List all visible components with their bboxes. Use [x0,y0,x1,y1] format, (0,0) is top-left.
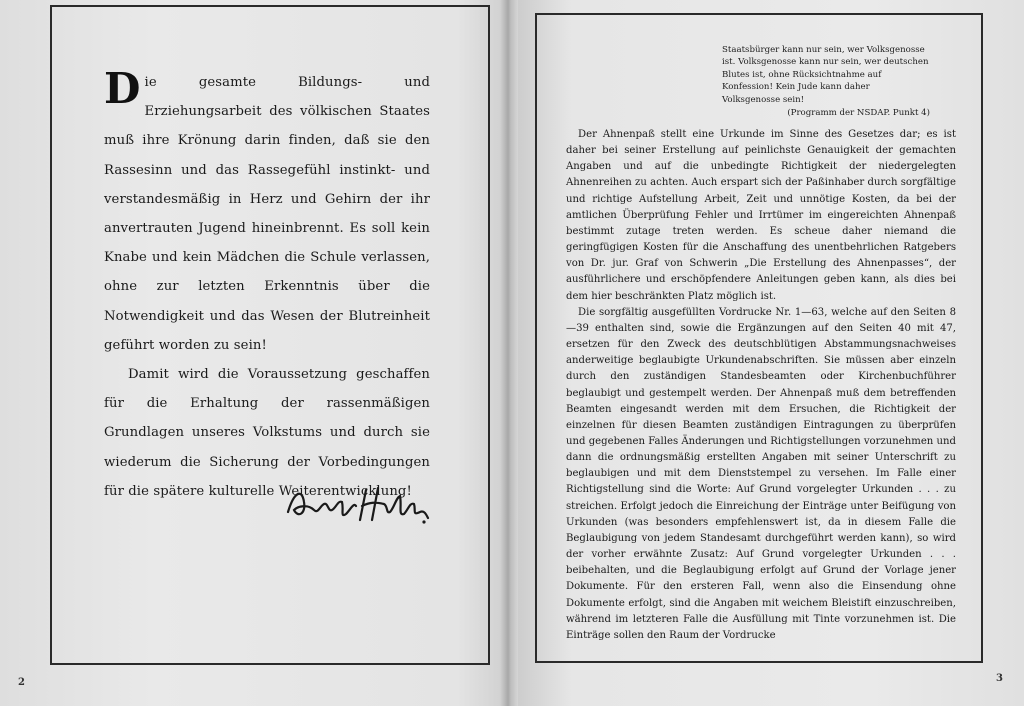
ahnenpass-paragraph-2: Die sorgfältig ausgefüllten Vordrucke Nr. 1—63, welche auf den Seiten 8—39 enthalten sind, sowie die Ergänzungen auf den Seiten 40 mit 47, ersetzen für den Zweck des deutschblütigen Abstammungsnachweises anderweitige beglaubigte Urkundenabschriften. Sie müssen aber einzeln durch den zuständigen Standesbeamten oder Kirchenbuchführer beglaubigt und gestempelt werden. Der Ahnenpaß muß dem betreffenden Beamten eingesandt werden mit dem Ersuchen, die Richtigkeit der einzelnen für diesen Beamten zuständigen Eintragungen zu überprüfen und gegebenen Falles Änderungen und Richtigstellungen vorzunehmen und dann die ordnungsmäßig erstellten Angaben mit seiner Unterschrift zu beglaubigen und mit dem Dienststempel zu versehen. Im Falle einer Richtigstellung sind die Worte: Auf Grund vorgelegter Urkunden . . . zu streichen. Erfolgt jedoch die Einreichung der Einträge unter Beifügung von Urkunden (was besonders empfehlenswert ist, da in diesem Falle die Beglaubigung von jedem Standesamt durchgeführt werden kann), so wird der vorher erwähnte Zusatz: Auf Grund vorgelegter Urkunden . . . beibehalten, und die Beglaubigung erfolgt auf Grund der Vorlage jener Dokumente. Für den ersteren Fall, wenn also die Einsendung ohne Dokumente erfolgt, sind die Angaben mit weichem Bleistift einzuschreiben, während im letzteren Falle die Ausfüllung mit Tinte vorzunehmen ist. Die Einträge sollen den Raum der Vordrucke [566,306,956,641]
motto-block [722,44,930,119]
signature [284,480,434,530]
left-page-body [104,64,430,506]
motto-source: (Programm der NSDAP. Punkt 4) [787,108,930,119]
page-number-left: 2 [18,677,25,688]
second-paragraph: Damit wird die Voraussetzung geschaffen für die Erhaltung der rassenmäßigen Grundlagen unseres Volkstums und durch sie wiederum die Sicherung der Vorbedingungen für die spätere kulturelle Weiterentwicklung! [104,367,430,499]
motto-text: Staatsbürger kann nur sein, wer Volksgenosse ist. Volksgenosse kann nur sein, wer deutschen Blutes ist, ohne Rücksichtnahme auf Konfession! Kein Jude kann daher Volksgenosse sein! [722,45,929,105]
signature-image [284,480,434,530]
intro-paragraph-text: ie gesamte Bildungs- und Erziehungsarbeit des völkischen Staates muß ihre Krönung darin finden, daß sie den Rassesinn und das Rassegefühl instinkt- und verstandesmäßig in Herz und Gehirn der ihr anvertrauten Jugend hineinbrennt. Es soll kein Knabe und kein Mädchen die Schule verlassen, ohne zur letzten Erkenntnis über die Notwendigkeit und das Wesen der Blutreinheit geführt worden zu sein! [104,75,430,353]
intro-paragraph [104,64,430,360]
ahnenpass-paragraph-1: Der Ahnenpaß stellt eine Urkunde im Sinne des Gesetzes dar; es ist daher bei seiner Erstellung auf peinlichste Genauigkeit der gemachten Angaben und auf die unbedingte Richtigkeit der niedergelegten Ahnenreihen zu achten. Auch erspart sich der Paßinhaber durch sorgfältige und richtige Aufstellung Arbeit, Zeit und unnötige Kosten, da bei der amtlichen Überprüfung Fehler und Irrtümer im eingereichten Ahnenpaß bestimmt zutage treten werden. Es scheue daher niemand die geringfügigen Kosten für die Anschaffung des unentbehrlichen Ratgebers von Dr. jur. Graf von Schwerin „Die Erstellung des Ahnenpasses“, der ausführlichere und erschöpfendere Anleitungen geben kann, als dies bei dem hier beschränkten Platz möglich ist. [566,129,956,302]
right-page-body [566,127,956,644]
drop-cap: D [104,64,141,113]
page-number-right: 3 [996,673,1003,684]
